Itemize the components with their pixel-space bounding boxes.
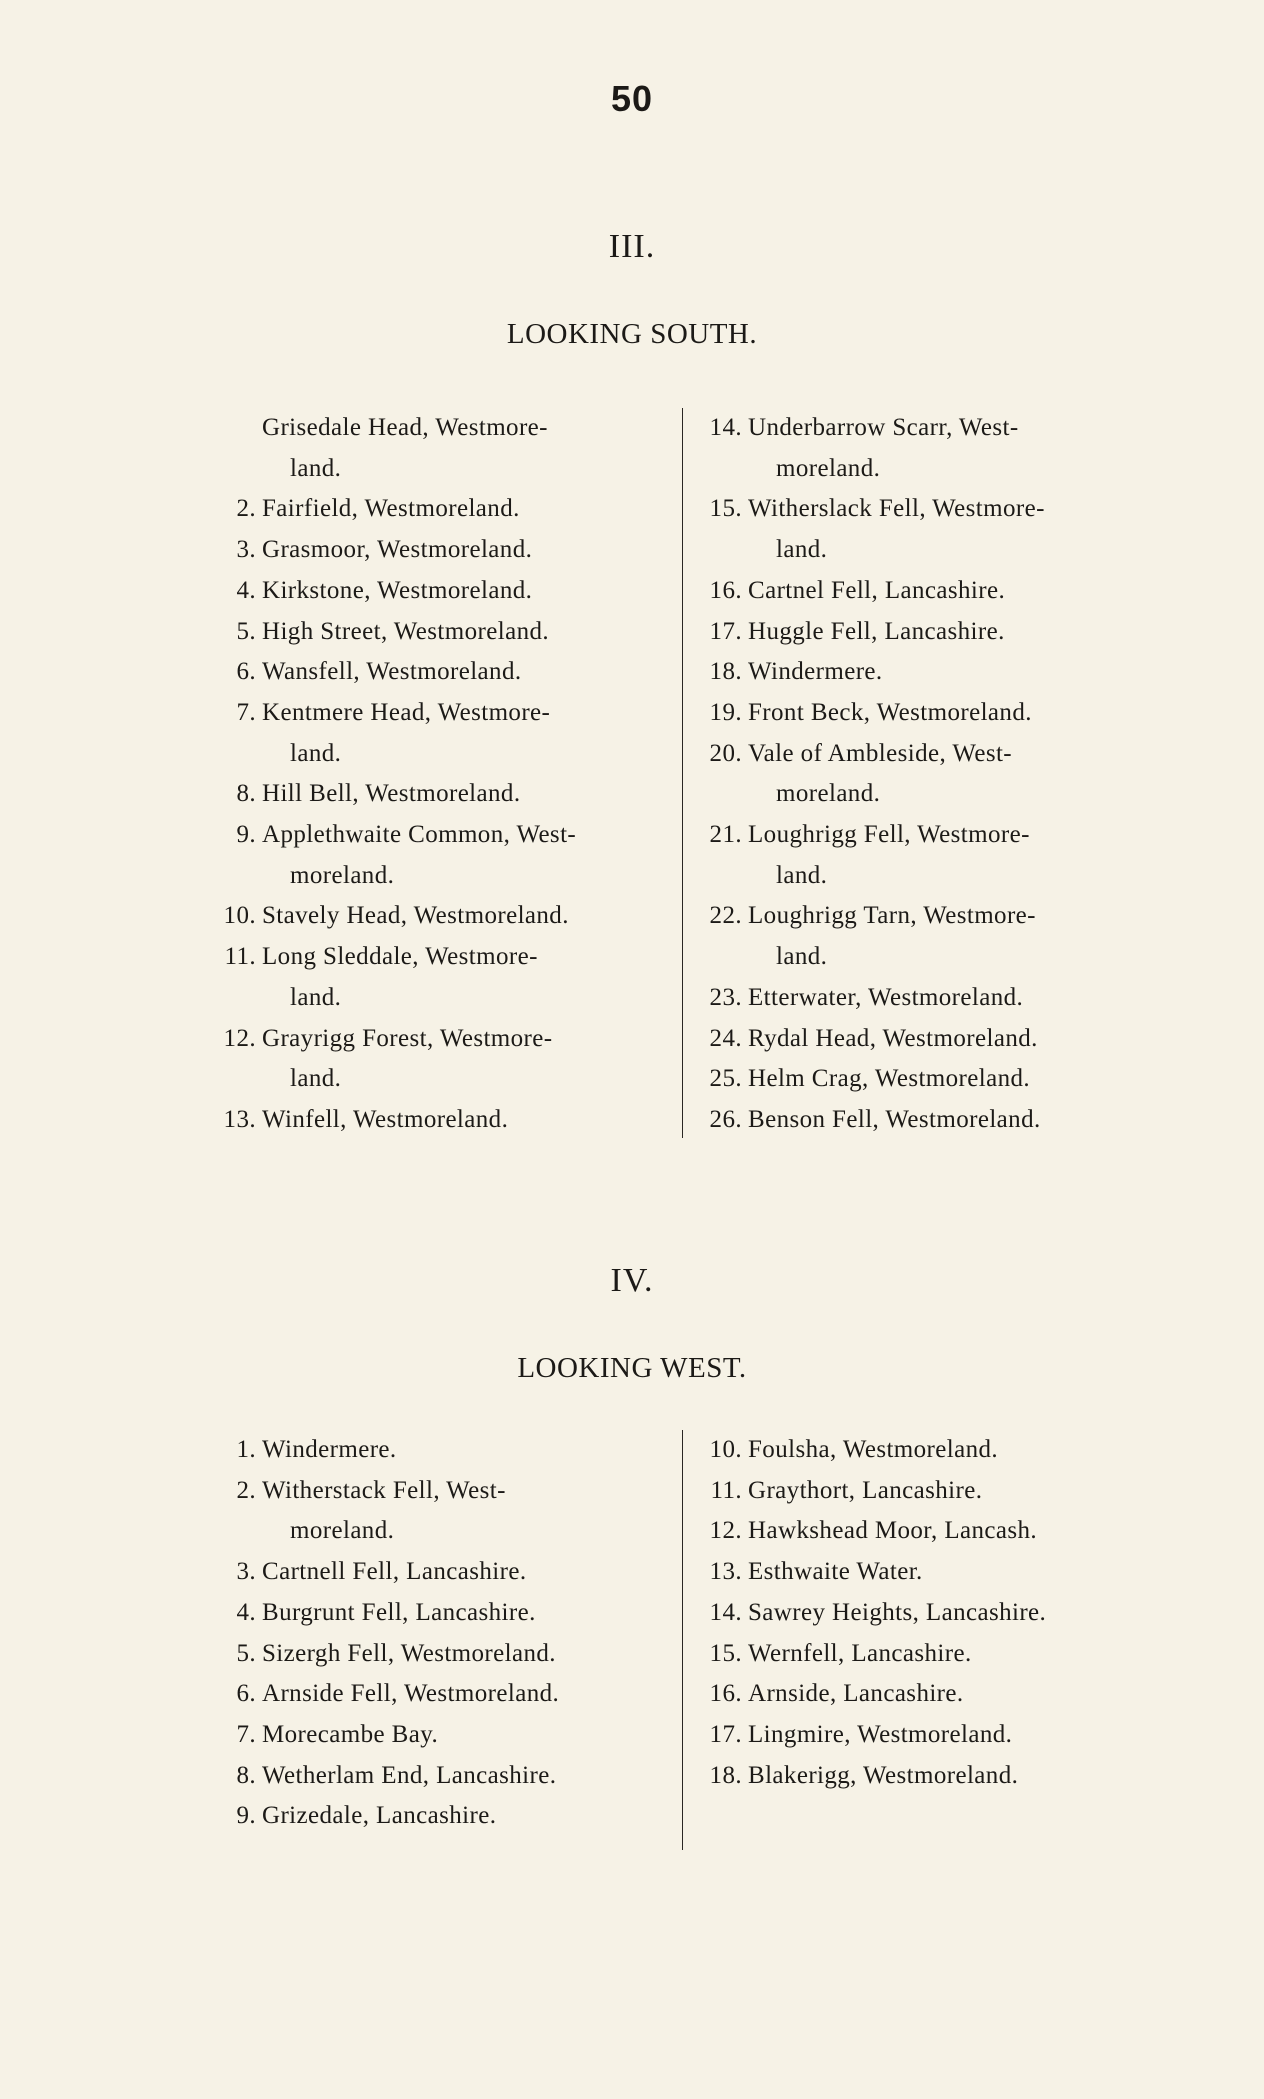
list-item [222, 937, 682, 1018]
item-continuation: land. [290, 983, 342, 1011]
section-heading-west: LOOKING WEST. [517, 1352, 747, 1384]
item-continuation: land. [290, 739, 342, 767]
item-text: Wetherlam End, Lancashire. [262, 1761, 557, 1789]
list-item [708, 1471, 1160, 1512]
item-number: 11. [710, 1476, 742, 1504]
item-number: 9. [236, 821, 256, 849]
item-text: Cartnel Fell, Lancashire. [748, 576, 1006, 604]
item-number: 7. [236, 1720, 256, 1748]
item-number: 22. [709, 902, 742, 930]
list-item [708, 1715, 1160, 1756]
list-item [222, 1756, 682, 1797]
item-number: 13. [223, 1105, 256, 1133]
item-number: 19. [709, 698, 742, 726]
item-text: Loughrigg Fell, Westmore- [748, 821, 1030, 849]
item-number: 12. [223, 1024, 256, 1052]
item-number: 15. [709, 495, 742, 523]
item-text: Fairfield, Westmoreland. [262, 495, 520, 523]
item-text: Witherslack Fell, Westmore- [748, 495, 1045, 523]
item-text: Winfell, Westmoreland. [262, 1105, 509, 1133]
list-item [708, 978, 1160, 1019]
item-continuation: moreland. [776, 780, 881, 808]
list-item [222, 1100, 682, 1141]
item-text: Windermere. [748, 658, 883, 686]
item-continuation: moreland. [290, 1517, 395, 1545]
item-number: 8. [236, 780, 256, 808]
item-text: Morecambe Bay. [262, 1720, 439, 1748]
item-text: Arnside, Lancashire. [748, 1680, 964, 1708]
list-item [708, 1756, 1160, 1797]
item-text: Esthwaite Water. [748, 1558, 923, 1586]
item-text: Huggle Fell, Lancashire. [748, 617, 1005, 645]
item-text: Kirkstone, Westmoreland. [262, 576, 533, 604]
list-item [708, 693, 1160, 734]
item-text: Sizergh Fell, Westmoreland. [262, 1639, 556, 1667]
list-item [222, 815, 682, 896]
list-item [222, 896, 682, 937]
item-text: Cartnell Fell, Lancashire. [262, 1558, 527, 1586]
item-number: 10. [709, 1436, 742, 1463]
item-text: Etterwater, Westmoreland. [748, 983, 1024, 1011]
column-divider [682, 408, 683, 1138]
item-continuation: land. [776, 536, 828, 564]
list-item [708, 1059, 1160, 1100]
list-item [222, 1674, 682, 1715]
item-number: 4. [236, 576, 256, 604]
item-number: 3. [236, 536, 256, 564]
item-text: Foulsha, Westmoreland. [748, 1436, 999, 1463]
item-number: 12. [709, 1517, 742, 1545]
item-text: Loughrigg Tarn, Westmore- [748, 902, 1036, 930]
item-text: High Street, Westmoreland. [262, 617, 550, 645]
item-text: Grayrigg Forest, Westmore- [262, 1024, 553, 1052]
list-item [708, 408, 1160, 489]
item-text: Witherstack Fell, West- [262, 1476, 506, 1504]
list-item [222, 1593, 682, 1634]
item-number: 8. [236, 1761, 256, 1789]
west-right-column [708, 1430, 1160, 1796]
item-number: 20. [709, 739, 742, 767]
item-number: 23. [709, 983, 742, 1011]
list-item [222, 652, 682, 693]
item-number: 2. [236, 495, 256, 523]
list-item [708, 1552, 1160, 1593]
section-numeral-south: III. [608, 228, 656, 265]
item-number: 3. [236, 1558, 256, 1586]
item-number: 9. [236, 1802, 256, 1830]
list-item [708, 612, 1160, 653]
west-left-column [222, 1430, 682, 1837]
list-item [222, 571, 682, 612]
item-text: Wernfell, Lancashire. [748, 1639, 972, 1667]
item-continuation: land. [290, 454, 342, 482]
item-number: 18. [709, 1761, 742, 1789]
item-text: Windermere. [262, 1436, 397, 1463]
item-text: Benson Fell, Westmoreland. [748, 1105, 1041, 1133]
item-number: 7. [236, 698, 256, 726]
list-item [222, 1552, 682, 1593]
list-item [708, 571, 1160, 612]
item-number: 17. [709, 617, 742, 645]
item-text: Wansfell, Westmoreland. [262, 658, 522, 686]
item-number: 5. [236, 617, 256, 645]
item-number: 6. [236, 1680, 256, 1708]
page-number: 50 [610, 78, 654, 119]
item-continuation: moreland. [776, 454, 881, 482]
item-text: Hawkshead Moor, Lancash. [748, 1517, 1038, 1545]
item-text: Underbarrow Scarr, West- [748, 414, 1019, 441]
list-item [708, 815, 1160, 896]
list-item [708, 1674, 1160, 1715]
item-text: Rydal Head, Westmoreland. [748, 1024, 1038, 1052]
item-text: Front Beck, Westmoreland. [748, 698, 1032, 726]
list-item [708, 1511, 1160, 1552]
list-item [708, 1019, 1160, 1060]
item-number: 4. [236, 1598, 256, 1626]
list-item [708, 489, 1160, 570]
item-number: 1. [236, 1436, 256, 1463]
item-number: 24. [709, 1024, 742, 1052]
item-number: 21. [709, 821, 742, 849]
list-item [222, 1430, 682, 1471]
item-number: 16. [709, 576, 742, 604]
item-text: Helm Crag, Westmoreland. [748, 1065, 1031, 1093]
item-number: 6. [236, 658, 256, 686]
column-divider [682, 1430, 683, 1850]
section-numeral-west: IV. [610, 1262, 654, 1299]
item-number: 13. [709, 1558, 742, 1586]
item-number: 5. [236, 1639, 256, 1667]
list-item [708, 1430, 1160, 1471]
south-right-column [708, 408, 1160, 1141]
list-item [222, 774, 682, 815]
list-item [222, 693, 682, 774]
list-item [222, 1796, 682, 1837]
list-item [222, 530, 682, 571]
west-list [222, 1430, 1162, 1860]
item-text: Grasmoor, Westmoreland. [262, 536, 533, 564]
list-item [222, 612, 682, 653]
item-text: Sawrey Heights, Lancashire. [748, 1598, 1047, 1626]
list-item [222, 1634, 682, 1675]
item-text: Blakerigg, Westmoreland. [748, 1761, 1019, 1789]
item-number: 2. [236, 1476, 256, 1504]
list-item [222, 408, 682, 489]
item-number: 17. [709, 1720, 742, 1748]
list-item [222, 1715, 682, 1756]
item-text: Kentmere Head, Westmore- [262, 698, 551, 726]
list-item [708, 1100, 1160, 1141]
item-text: Grizedale, Lancashire. [262, 1802, 497, 1830]
list-item [708, 896, 1160, 977]
item-text: Lingmire, Westmoreland. [748, 1720, 1013, 1748]
list-item [708, 652, 1160, 693]
item-text: Grisedale Head, Westmore- [262, 414, 548, 441]
item-text: Stavely Head, Westmoreland. [262, 902, 569, 930]
list-item [708, 1593, 1160, 1634]
list-item [222, 489, 682, 530]
item-number: 10. [223, 902, 256, 930]
item-continuation: moreland. [290, 861, 395, 889]
item-continuation: land. [290, 1065, 342, 1093]
item-number: 15. [709, 1639, 742, 1667]
item-text: Burgrunt Fell, Lancashire. [262, 1598, 536, 1626]
item-continuation: land. [776, 861, 828, 889]
south-list [222, 408, 1162, 1133]
item-text: Hill Bell, Westmoreland. [262, 780, 521, 808]
item-number: 11. [224, 943, 256, 971]
item-text: Long Sleddale, Westmore- [262, 943, 538, 971]
list-item [708, 1634, 1160, 1675]
item-text: Graythort, Lancashire. [748, 1476, 983, 1504]
item-number: 25. [709, 1065, 742, 1093]
item-number: 16. [709, 1680, 742, 1708]
list-item [222, 1471, 682, 1552]
section-heading-south: LOOKING SOUTH. [506, 318, 758, 350]
list-item [708, 734, 1160, 815]
item-text: Applethwaite Common, West- [262, 821, 577, 849]
item-number: 14. [709, 414, 742, 441]
item-text: Arnside Fell, Westmoreland. [262, 1680, 560, 1708]
item-number: 26. [709, 1105, 742, 1133]
item-number: 14. [709, 1598, 742, 1626]
list-item [222, 1019, 682, 1100]
item-number: 18. [709, 658, 742, 686]
item-continuation: land. [776, 943, 828, 971]
south-left-column [222, 408, 682, 1141]
item-text: Vale of Ambleside, West- [748, 739, 1013, 767]
